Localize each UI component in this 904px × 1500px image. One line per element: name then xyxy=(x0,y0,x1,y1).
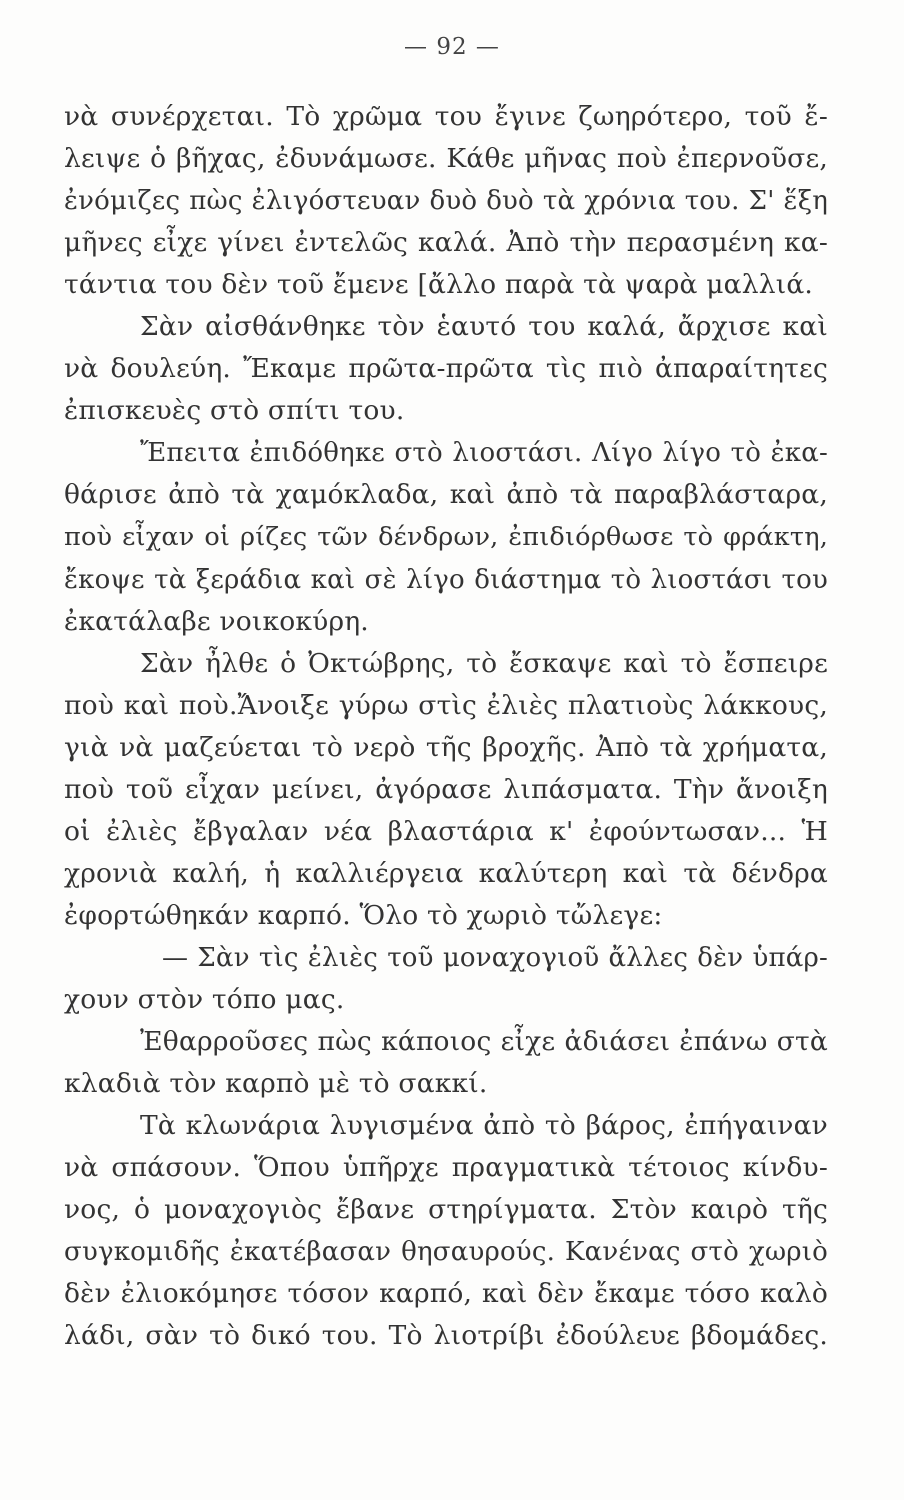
text-line: τάντια του δὲν τοῦ ἔμενε [ἄλλο παρὰ τὰ ψαρὰ μαλλιά. xyxy=(64,269,814,301)
text-line: συγκομιδῆς ἐκατέβασαν θησαυρούς. Κανένας στὸ χωριὸ xyxy=(64,1237,828,1268)
text-line: νὰ συνέρχεται. Τὸ χρῶμα του ἔγινε ζωηρότερο, τοῦ ἔ- xyxy=(64,101,828,132)
text-line: Ἐθαρροῦσες πὼς κάποιος εἶχε ἀδιάσει ἐπάνω στὰ xyxy=(140,1026,828,1058)
text-line: νὰ δουλεύη. Ἔκαμε πρῶτα-πρῶτα τὶς πιὸ ἀπαραίτητες xyxy=(64,353,828,385)
text-line: κλαδιὰ τὸν καρπὸ μὲ τὸ σακκί. xyxy=(64,1068,488,1100)
text-line: θάρισε ἀπὸ τὰ χαμόκλαδα, καὶ ἀπὸ τὰ παραβλάσταρα, xyxy=(64,479,828,511)
text-line: ἐκατάλαβε νοικοκύρη. xyxy=(64,605,369,637)
text-line: νὰ σπάσουν. Ὅπου ὑπῆρχε πραγματικὰ τέτοιος κίνδυ- xyxy=(64,1152,828,1184)
text-line: Σὰν αἰσθάνθηκε τὸν ἑαυτό του καλά, ἄρχισε καὶ xyxy=(140,311,828,343)
text-line: γιὰ νὰ μαζεύεται τὸ νερὸ τῆς βροχῆς. Ἀπὸ τὰ χρήματα, xyxy=(64,731,828,763)
text-line: ἐπισκευὲς στὸ σπίτι του. xyxy=(64,395,405,427)
text-line: Σὰν ἦλθε ὁ Ὀκτώβρης, τὸ ἔσκαψε καὶ τὸ ἔσπειρε xyxy=(140,647,828,679)
text-line: Τὰ κλωνάρια λυγισμένα ἀπὸ τὸ βάρος, ἐπήγαιναν xyxy=(140,1110,828,1142)
text-line: λάδι, σὰν τὸ δικό του. Τὸ λιοτρίβι ἐδούλευε βδομάδες. xyxy=(64,1320,828,1352)
text-line: ἔκοψε τὰ ξεράδια καὶ σὲ λίγο διάστημα τὸ λιοστάσι του xyxy=(64,564,828,595)
text-line: χρονιὰ καλή, ἡ καλλιέργεια καλύτερη καὶ τὰ δένδρα xyxy=(64,857,828,889)
text-line: — Σὰν τὶς ἐλιὲς τοῦ μοναχογιοῦ ἄλλες δὲν ὑπάρ- xyxy=(162,942,828,973)
text-line: δὲν ἐλιοκόμησε τόσον καρπό, καὶ δὲν ἔκαμε τόσο καλὸ xyxy=(64,1278,828,1310)
text-line: οἱ ἐλιὲς ἔβγαλαν νέα βλαστάρια κ' ἐφούντωσαν... Ἡ xyxy=(64,815,828,847)
text-line: νος, ὁ μοναχογιὸς ἔβανε στηρίγματα. Στὸν καιρὸ τῆς xyxy=(64,1194,828,1226)
page-number: — 92 — xyxy=(404,34,500,60)
text-line: ἐφορτώθηκάν καρπό. Ὅλο τὸ χωριὸ τὤλεγε: xyxy=(64,899,663,931)
text-line: ποὺ καὶ ποὺ.Ἄνοιξε γύρω στὶς ἐλιὲς πλατιοὺς λάκκους, xyxy=(64,689,828,721)
text-line: ποὺ τοῦ εἶχαν μείνει, ἀγόρασε λιπάσματα. Τὴν ἄνοιξη xyxy=(64,773,828,805)
text-line: μῆνες εἶχε γίνει ἐντελῶς καλά. Ἀπὸ τὴν περασμένη κα- xyxy=(64,227,828,259)
text-line: Ἔπειτα ἐπιδόθηκε στὸ λιοστάσι. Λίγο λίγο τὸ ἐκα- xyxy=(140,438,828,469)
body-text xyxy=(64,96,828,1357)
text-line: ἐνόμιζες πὼς ἐλιγόστευαν δυὸ δυὸ τὰ χρόνια του. Σ' ἕξη xyxy=(64,186,828,217)
text-line: λειψε ὁ βῆχας, ἐδυνάμωσε. Κάθε μῆνας ποὺ ἐπερνοῦσε, xyxy=(64,143,828,175)
text-line: χουν στὸν τόπο μας. xyxy=(64,983,345,1015)
text-line: ποὺ εἶχαν οἱ ρίζες τῶν δένδρων, ἐπιδιόρθωσε τὸ φράκτη, xyxy=(64,522,828,553)
